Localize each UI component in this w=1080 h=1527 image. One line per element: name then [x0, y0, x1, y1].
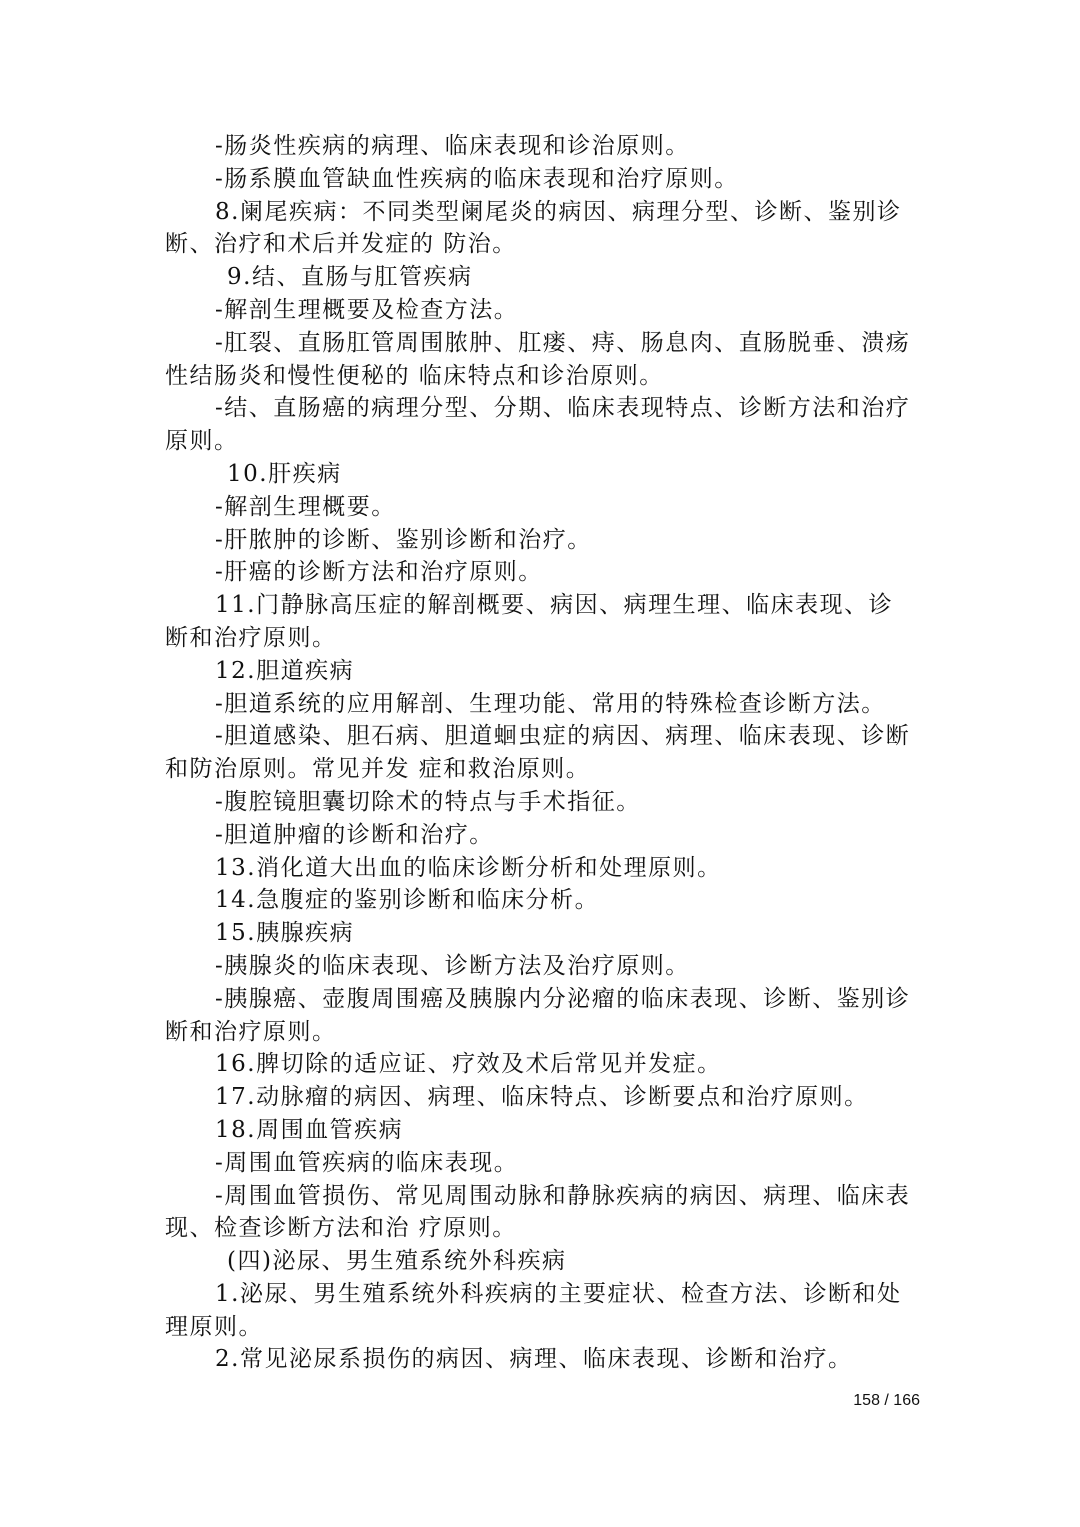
- paragraph: -腹腔镜胆囊切除术的特点与手术指征。: [215, 788, 641, 815]
- paragraph: -胰腺炎的临床表现、诊断方法及治疗原则。: [215, 952, 690, 979]
- paragraph: 15.胰腺疾病: [215, 920, 355, 947]
- paragraph: 12.胆道疾病: [215, 657, 355, 684]
- paragraph: -解剖生理概要。: [215, 493, 396, 520]
- paragraph: 9.结、直肠与肛管疾病: [227, 264, 473, 291]
- document-body: [165, 130, 917, 1376]
- paragraph: -周围血管疾病的临床表现。: [215, 1149, 519, 1176]
- paragraph: -肛裂、直肠肛管周围脓肿、肛瘘、痔、肠息肉、直肠脱垂、溃疡性结肠炎和慢性便秘的 临床特点和诊治原则。: [165, 329, 911, 389]
- paragraph: 2.常见泌尿系损伤的病因、病理、临床表现、诊断和治疗。: [215, 1346, 853, 1373]
- paragraph: -解剖生理概要及检查方法。: [215, 296, 519, 323]
- paragraph: -周围血管损伤、常见周围动脉和静脉疾病的病因、病理、临床表现、检查诊断方法和治 疗原则。: [165, 1182, 911, 1242]
- paragraph: 13.消化道大出血的临床诊断分析和处理原则。: [215, 854, 722, 881]
- paragraph: -肝脓肿的诊断、鉴别诊断和治疗。: [215, 526, 592, 553]
- paragraph: 1.泌尿、男生殖系统外科疾病的主要症状、检查方法、诊断和处理原则。: [165, 1280, 902, 1340]
- paragraph: 17.动脉瘤的病因、病理、临床特点、诊断要点和治疗原则。: [215, 1084, 869, 1111]
- paragraph: -肠系膜血管缺血性疾病的临床表现和治疗原则。: [215, 165, 739, 192]
- paragraph: (四)泌尿、男生殖系统外科疾病: [227, 1248, 567, 1275]
- paragraph: -胰腺癌、壶腹周围癌及胰腺内分泌瘤的临床表现、诊断、鉴别诊断和治疗原则。: [165, 985, 911, 1045]
- paragraph: -胆道肿瘤的诊断和治疗。: [215, 821, 494, 848]
- paragraph: 14.急腹症的鉴别诊断和临床分析。: [215, 887, 600, 914]
- paragraph: -肝癌的诊断方法和治疗原则。: [215, 559, 543, 586]
- paragraph: -胆道系统的应用解剖、生理功能、常用的特殊检查诊断方法。: [215, 690, 886, 717]
- page-number: 158 / 166: [853, 1392, 920, 1409]
- paragraph: -结、直肠癌的病理分型、分期、临床表现特点、诊断方法和治疗原则。: [165, 395, 911, 455]
- paragraph: 10.肝疾病: [227, 460, 342, 487]
- paragraph: -胆道感染、胆石病、胆道蛔虫症的病因、病理、临床表现、诊断和防治原则。常见并发 症和救治原则。: [165, 723, 911, 783]
- paragraph: 18.周围血管疾病: [215, 1116, 404, 1143]
- paragraph: 11.门静脉高压症的解剖概要、病因、病理生理、临床表现、诊断和治疗原则。: [165, 592, 894, 651]
- paragraph: 8.阑尾疾病：不同类型阑尾炎的病因、病理分型、诊断、鉴别诊断、治疗和术后并发症的 防治。: [165, 198, 902, 258]
- paragraph: -肠炎性疾病的病理、临床表现和诊治原则。: [215, 133, 690, 159]
- paragraph: 16.脾切除的适应证、疗效及术后常见并发症。: [215, 1051, 722, 1078]
